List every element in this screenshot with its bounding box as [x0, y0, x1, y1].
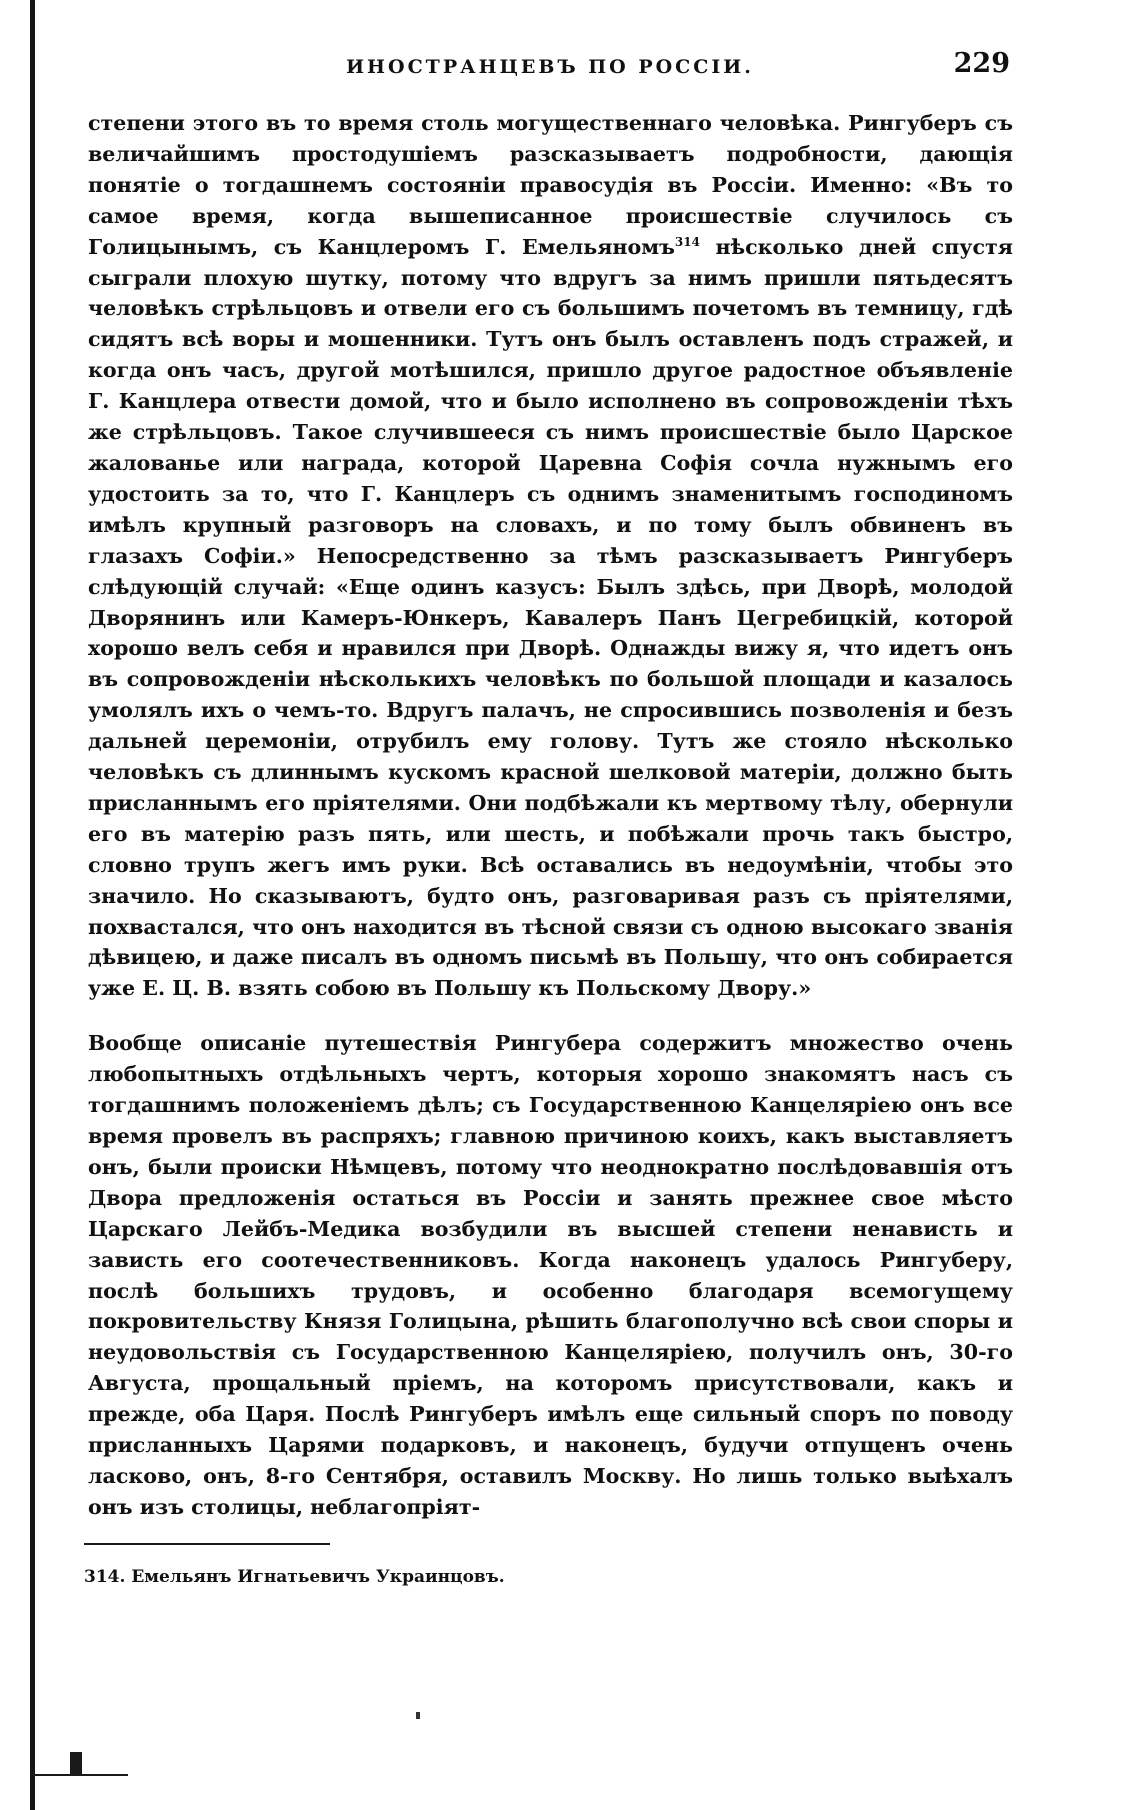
running-title: ИНОСТРАНЦЕВЪ ПО РОССІИ.	[346, 56, 754, 78]
paragraph-text-part: нѣсколько дней спустя сыграли плохую шутку, потому что вдругъ за нимъ пришли пятьдесятъ человѣкъ стрѣльцовъ и отвели его съ большимъ почетомъ въ темницу, гдѣ сидятъ всѣ воры и мошенники. Тутъ онъ былъ оставленъ подъ стражей, и когда онъ часъ, другой мотѣшился, пришло другое радостное объявленіе Г. Канцлера отвести домой, что и было исполнено въ сопровожденіи тѣхъ же стрѣльцовъ. Такое случившееся съ нимъ происшествіе было Царское жалованье или награда, которой Царевна Софія сочла нужнымъ его удостоить за то, что Г. Канцлеръ съ однимъ знаменитымъ господиномъ имѣлъ крупный разговоръ на словахъ, и по тому былъ обвиненъ въ глазахъ Софіи.» Непосредственно за тѣмъ разсказываетъ Рингуберъ слѣдующій случай: «Еще одинъ казусъ: Былъ здѣсь, при Дворѣ, молодой Дворянинъ или Камеръ-Юнкеръ, Кавалеръ Панъ Цегребицкій, которой хорошо велъ себя и нравился при Дворѣ. Однажды вижу я, что идетъ онъ въ сопровожденіи нѣсколькихъ человѣкъ по большой площади и казалось умолялъ ихъ о чемъ-то. Вдругъ палачъ, не спросившись позволенія и безъ дальней церемоніи, отрубилъ ему голову. Тутъ же стояло нѣсколько человѣкъ съ длиннымъ кускомъ красной шелковой матеріи, должно быть присланнымъ его пріятелями. Они подбѣжали къ мертвому тѣлу, обернули его въ матерію разъ пять, или шесть, и побѣжали прочь такъ быстро, словно трупъ жегъ имъ руки. Всѣ оставались въ недоумѣніи, чтобы это значило. Но сказываютъ, будто онъ, разговаривая разъ съ пріятелями, похвастался, что онъ находится въ тѣсной связи съ одною высокаго званія дѣвицею, и даже писалъ въ одномъ письмѣ въ Польшу, что онъ собирается уже Е. Ц. В. взять собою въ Польшу къ Польскому Двору.»	[88, 234, 1013, 1001]
scan-bottom-line	[30, 1774, 128, 1776]
page-number: 229	[953, 48, 1010, 79]
footnote: 314. Емельянъ Игнатьевичъ Украинцовъ.	[84, 1567, 505, 1587]
paragraph-text-part: степени этого въ то время столь могущественнаго человѣка. Рингуберъ съ величайшимъ простодушіемъ разсказываетъ подробности, дающія понятіе о тогдашнемъ состояніи правосудія въ Россіи. Именно: «Въ то самое время, когда вышеписанное происшествіе случилось съ Голицынымъ, съ Канцлеромъ Г. Емельяномъ	[88, 111, 1013, 259]
footnote-divider	[84, 1543, 330, 1545]
footnote-reference: 314	[674, 234, 700, 249]
scan-corner-mark	[70, 1752, 82, 1774]
paragraph: Вообще описаніе путешествія Рингубера содержитъ множество очень любопытныхъ отдѣльныхъ чертъ, которыя хорошо знакомятъ насъ съ тогдашнимъ положеніемъ дѣлъ; съ Государственною Канцеляріею онъ все время провелъ въ распряхъ; главною причиною коихъ, какъ выставляетъ онъ, были происки Нѣмцевъ, потому что неоднократно послѣдовавшія отъ Двора предложенія остаться въ Россіи и занять прежнее свое мѣсто Царскаго Лейбъ-Медика возбудили въ высшей степени ненависть и зависть его соотечественниковъ. Когда наконецъ удалось Рингуберу, послѣ большихъ трудовъ, и особенно благодаря всемогущему покровительству Князя Голицына, рѣшить благополучно всѣ свои споры и неудовольствія съ Государственною Канцеляріею, получилъ онъ, 30-го Августа, прощальный пріемъ, на которомъ присутствовали, какъ и прежде, оба Царя. Послѣ Рингуберъ имѣлъ еще сильный споръ по поводу присланныхъ Царями подарковъ, и наконецъ, будучи отпущенъ очень ласково, онъ, 8-го Сентября, оставилъ Москву. Но лишь только выѣхалъ онъ изъ столицы, неблагопріят-	[88, 1031, 1013, 1519]
main-text	[88, 108, 1013, 1523]
page-header	[90, 48, 1010, 88]
paragraph-continued	[88, 108, 1013, 1004]
scan-speck	[416, 1712, 420, 1719]
scan-edge-line	[30, 0, 35, 1810]
